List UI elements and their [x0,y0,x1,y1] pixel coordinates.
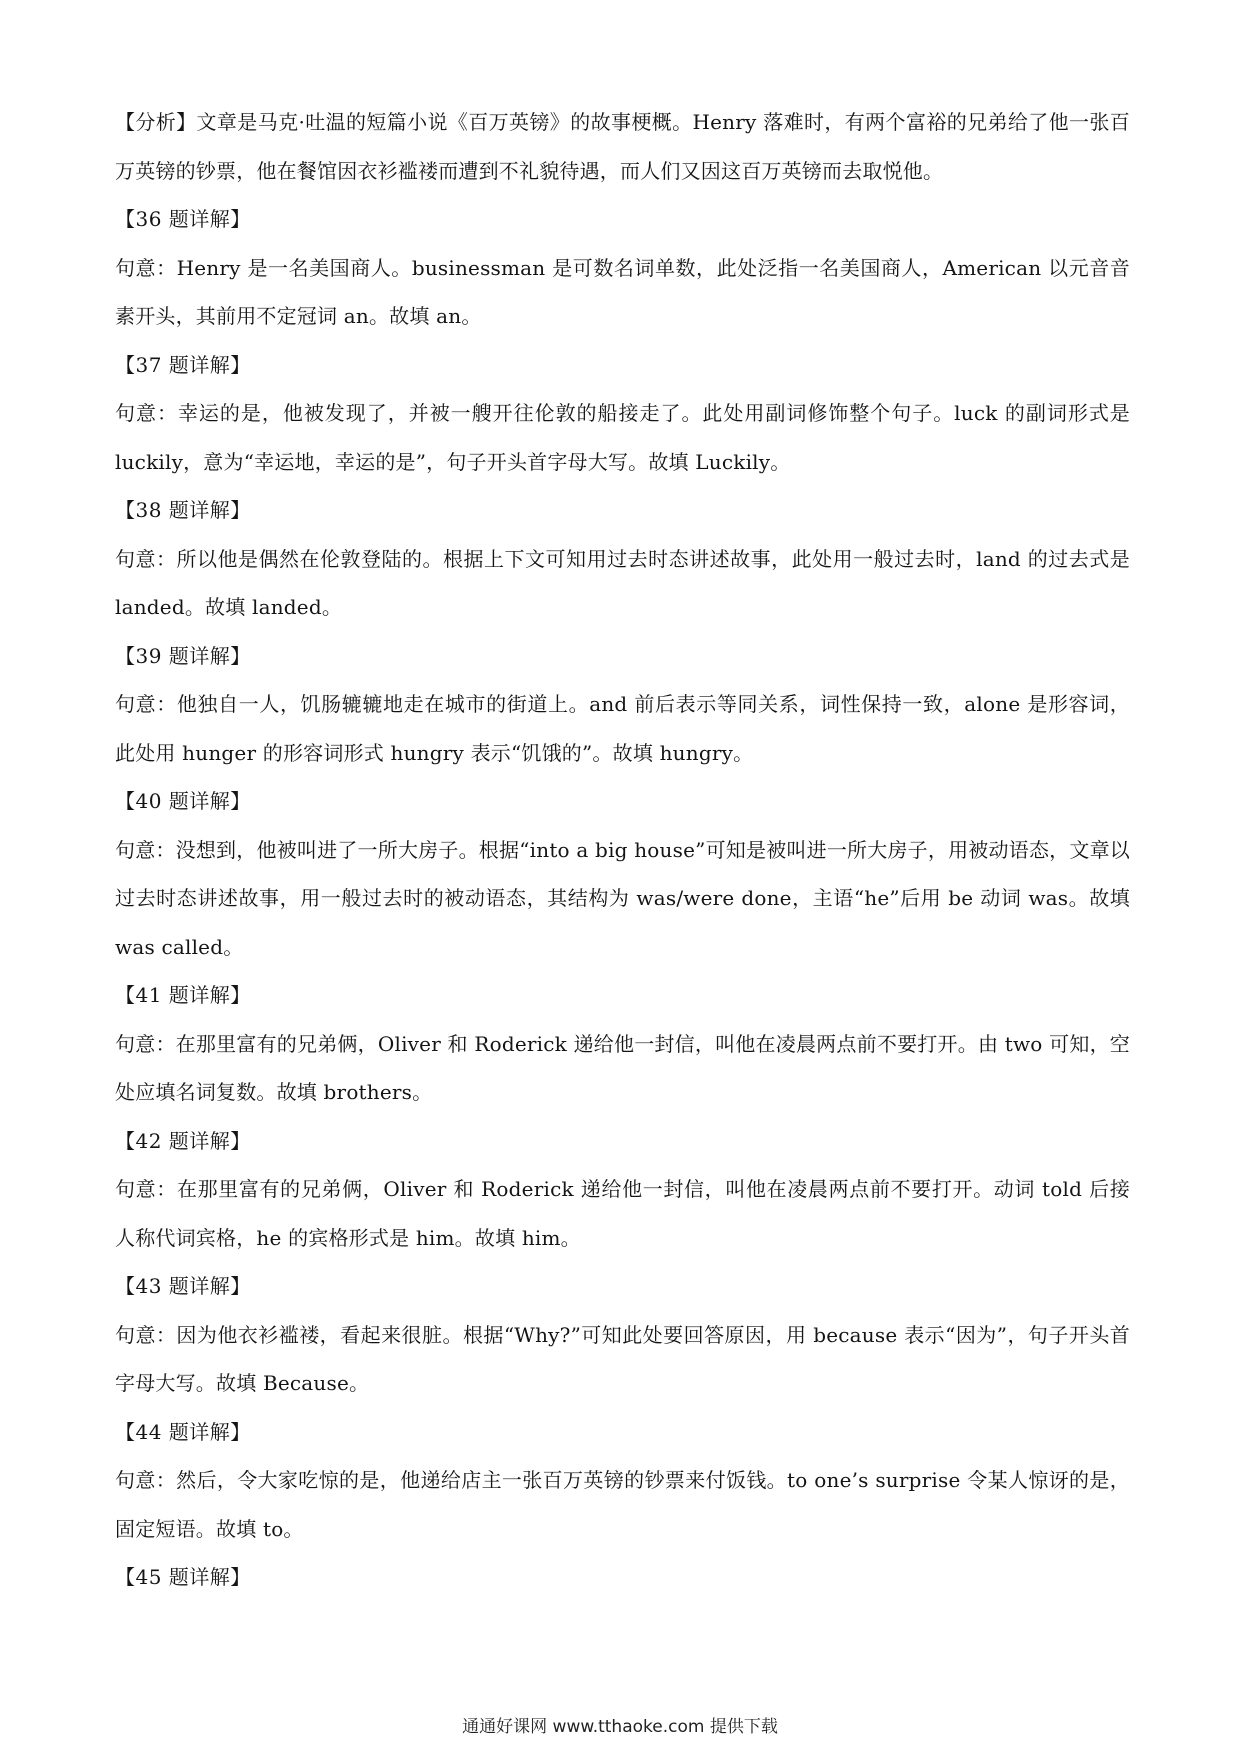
q44-heading: 【44 题详解】 [115,1419,251,1444]
page-footer: 通通好课网 www.tthaoke.com 提供下载 [462,1717,778,1737]
q42-heading: 【42 题详解】 [115,1128,251,1153]
q38-explanation: 句意：所以他是偶然在伦敦登陆的。根据上下文可知用过去时态讲述故事，此处用一般过去时，land 的过去式是 landed。故填 landed。 [115,546,1130,619]
q43-explanation: 句意：因为他衣衫褴褛，看起来很脏。根据“Why?”可知此处要回答原因，用 because 表示“因为”，句子开头首字母大写。故填 Because。 [115,1322,1130,1395]
q37-heading: 【37 题详解】 [115,352,251,377]
q44-explanation: 句意：然后，令大家吃惊的是，他递给店主一张百万英镑的钞票来付饭钱。to one’s surprise 令某人惊讶的是，固定短语。故填 to。 [115,1468,1130,1541]
q41-explanation: 句意：在那里富有的兄弟俩，Oliver 和 Roderick 递给他一封信，叫他在凌晨两点前不要打开。由 two 可知，空处应填名词复数。故填 brothers。 [115,1031,1130,1104]
q39-heading: 【39 题详解】 [115,643,251,668]
q36-explanation: 句意：Henry 是一名美国商人。businessman 是可数名词单数，此处泛指一名美国商人，American 以元音音素开头，其前用不定冠词 an。故填 an。 [115,255,1130,328]
q42-explanation: 句意：在那里富有的兄弟俩，Oliver 和 Roderick 递给他一封信，叫他在凌晨两点前不要打开。动词 told 后接人称代词宾格，he 的宾格形式是 him。故填 him。 [115,1177,1130,1250]
analysis-paragraph: 【分析】文章是马克·吐温的短篇小说《百万英镑》的故事梗概。Henry 落难时，有两个富裕的兄弟给了他一张百万英镑的钞票，他在餐馆因衣衫褴褛而遭到不礼貌待遇，而人们又因这百万英镑而去取悦他。 [115,110,1130,183]
q38-heading: 【38 题详解】 [115,498,251,522]
q40-heading: 【40 题详解】 [115,789,251,813]
q40-explanation: 句意：没想到，他被叫进了一所大房子。根据“into a big house”可知是被叫进一所大房子，用被动语态，文章以过去时态讲述故事，用一般过去时的被动语态，其结构为 was/were done，主语“he”后用 be 动词 was。故填 was called。 [115,837,1130,959]
q36-heading: 【36 题详解】 [115,207,251,231]
q37-explanation: 句意：幸运的是，他被发现了，并被一艘开往伦敦的船接走了。此处用副词修饰整个句子。luck 的副词形式是 luckily，意为“幸运地，幸运的是”，句子开头首字母大写。故填 Luckily。 [115,401,1130,474]
q43-heading: 【43 题详解】 [115,1274,251,1298]
q45-heading: 【45 题详解】 [115,1565,251,1589]
q41-heading: 【41 题详解】 [115,983,251,1007]
q39-explanation: 句意：他独自一人，饥肠辘辘地走在城市的街道上。and 前后表示等同关系，词性保持一致，alone 是形容词，此处用 hunger 的形容词形式 hungry 表示“饥饿的”。故填 hungry。 [115,692,1130,765]
document-body [115,98,1130,1602]
